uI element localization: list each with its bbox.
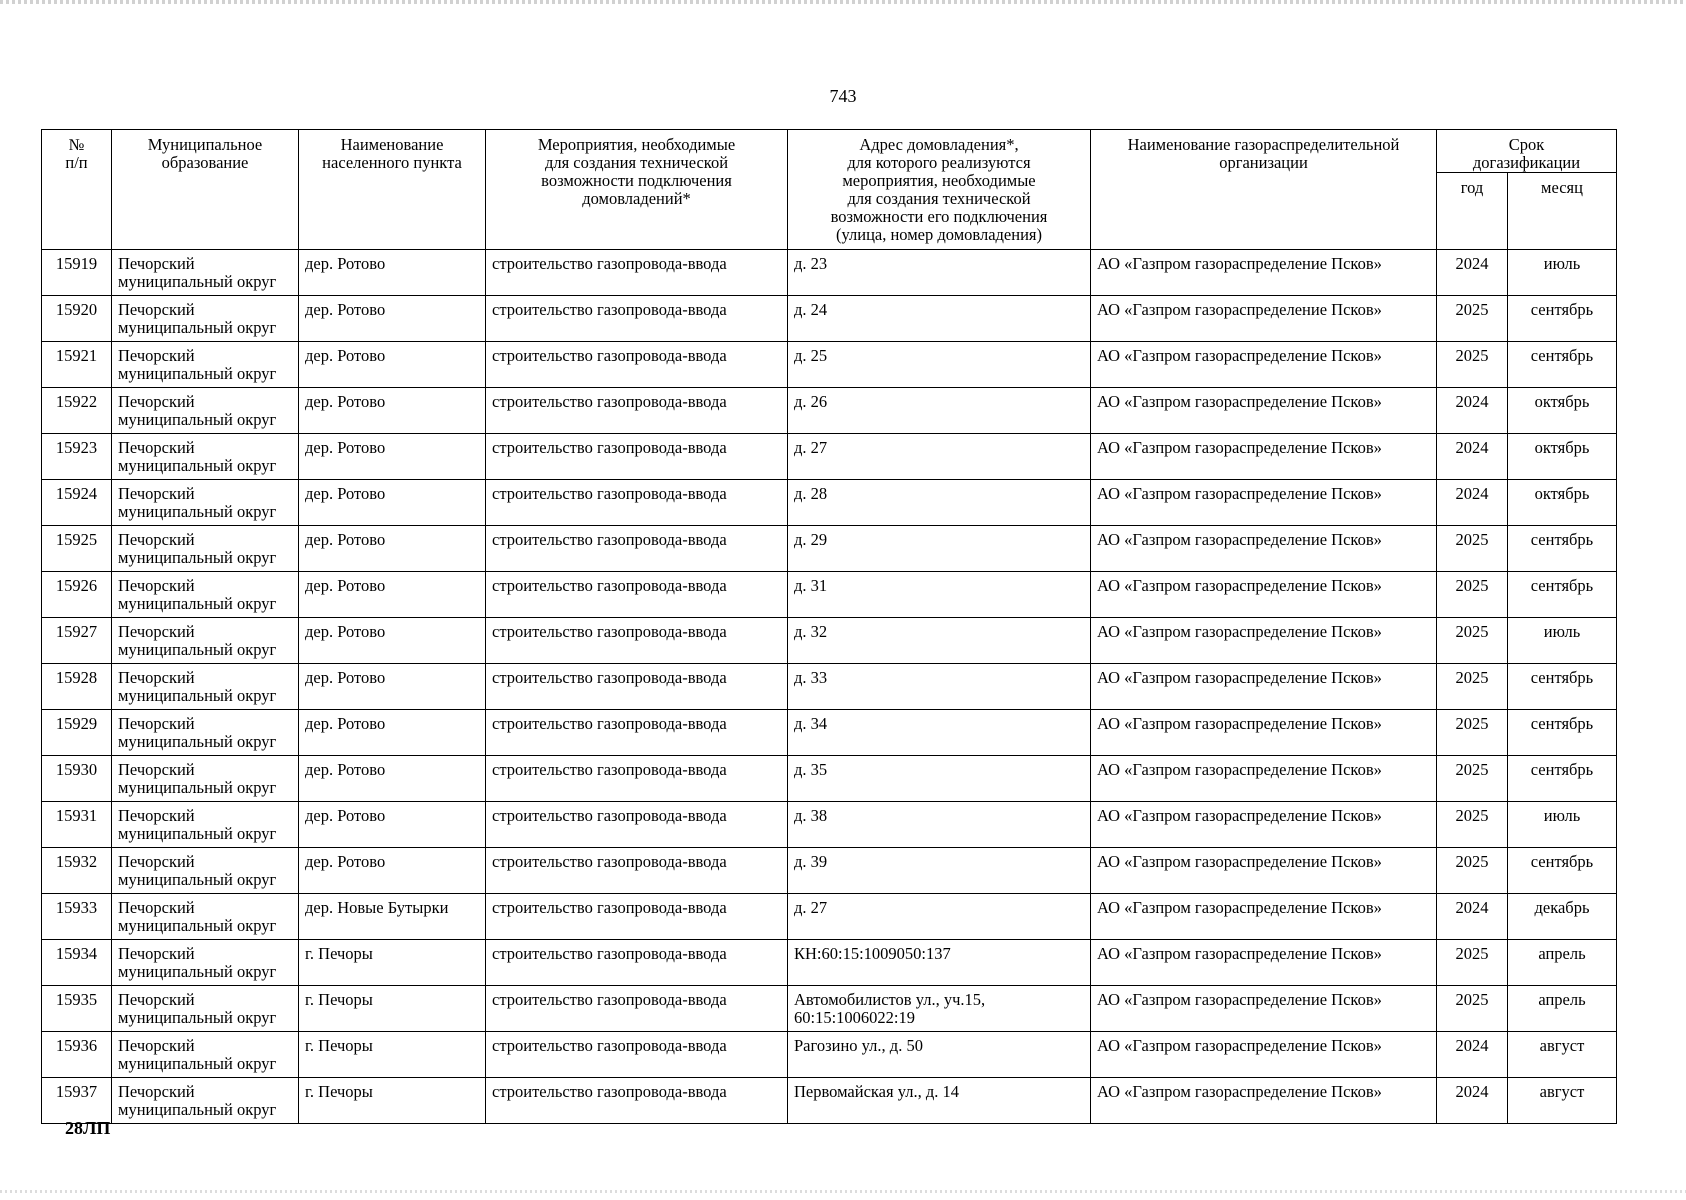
table-row	[42, 848, 1617, 894]
cell-month: июль	[1508, 802, 1617, 848]
cell-num: 15936	[42, 1032, 112, 1078]
cell-measure: строительство газопровода-ввода	[486, 664, 788, 710]
cell-num: 15919	[42, 250, 112, 296]
cell-settlement: дер. Ротово	[299, 342, 486, 388]
cell-organization: АО «Газпром газораспределение Псков»	[1091, 710, 1437, 756]
cell-municipality: Печорский муниципальный округ	[112, 756, 299, 802]
cell-month: октябрь	[1508, 388, 1617, 434]
cell-year: 2025	[1437, 618, 1508, 664]
cell-measure: строительство газопровода-ввода	[486, 480, 788, 526]
cell-year: 2024	[1437, 1078, 1508, 1124]
cell-num: 15920	[42, 296, 112, 342]
cell-measure: строительство газопровода-ввода	[486, 618, 788, 664]
cell-year: 2024	[1437, 1032, 1508, 1078]
cell-measure: строительство газопровода-ввода	[486, 388, 788, 434]
cell-settlement: дер. Ротово	[299, 710, 486, 756]
table-row	[42, 480, 1617, 526]
cell-settlement: дер. Ротово	[299, 664, 486, 710]
cell-municipality: Печорский муниципальный округ	[112, 388, 299, 434]
cell-municipality: Печорский муниципальный округ	[112, 1078, 299, 1124]
table-body	[42, 250, 1617, 1124]
cell-year: 2025	[1437, 756, 1508, 802]
cell-measure: строительство газопровода-ввода	[486, 894, 788, 940]
cell-organization: АО «Газпром газораспределение Псков»	[1091, 664, 1437, 710]
cell-num: 15923	[42, 434, 112, 480]
cell-month: сентябрь	[1508, 710, 1617, 756]
cell-num: 15927	[42, 618, 112, 664]
header-year: год	[1437, 173, 1508, 250]
cell-organization: АО «Газпром газораспределение Псков»	[1091, 250, 1437, 296]
cell-measure: строительство газопровода-ввода	[486, 1078, 788, 1124]
table-row	[42, 940, 1617, 986]
cell-municipality: Печорский муниципальный округ	[112, 526, 299, 572]
cell-measure: строительство газопровода-ввода	[486, 710, 788, 756]
cell-num: 15928	[42, 664, 112, 710]
cell-settlement: г. Печоры	[299, 940, 486, 986]
cell-municipality: Печорский муниципальный округ	[112, 848, 299, 894]
cell-measure: строительство газопровода-ввода	[486, 250, 788, 296]
cell-address: д. 27	[788, 894, 1091, 940]
cell-settlement: г. Печоры	[299, 1078, 486, 1124]
cell-settlement: г. Печоры	[299, 986, 486, 1032]
cell-month: сентябрь	[1508, 572, 1617, 618]
cell-organization: АО «Газпром газораспределение Псков»	[1091, 342, 1437, 388]
cell-settlement: дер. Ротово	[299, 388, 486, 434]
cell-measure: строительство газопровода-ввода	[486, 434, 788, 480]
cell-address: д. 38	[788, 802, 1091, 848]
cell-month: сентябрь	[1508, 342, 1617, 388]
header-address: Адрес домовладения*, для которого реализуются мероприятия, необходимые для создания технической возможности его подключения (улица, номер домовладения)	[788, 130, 1091, 250]
cell-address: д. 32	[788, 618, 1091, 664]
cell-num: 15925	[42, 526, 112, 572]
cell-address: д. 26	[788, 388, 1091, 434]
cell-year: 2024	[1437, 388, 1508, 434]
cell-year: 2025	[1437, 572, 1508, 618]
table-row	[42, 434, 1617, 480]
cell-measure: строительство газопровода-ввода	[486, 342, 788, 388]
cell-year: 2025	[1437, 848, 1508, 894]
header-month: месяц	[1508, 173, 1617, 250]
cell-measure: строительство газопровода-ввода	[486, 848, 788, 894]
cell-year: 2025	[1437, 710, 1508, 756]
cell-year: 2024	[1437, 250, 1508, 296]
cell-organization: АО «Газпром газораспределение Псков»	[1091, 618, 1437, 664]
cell-municipality: Печорский муниципальный округ	[112, 342, 299, 388]
cell-num: 15933	[42, 894, 112, 940]
cell-organization: АО «Газпром газораспределение Псков»	[1091, 986, 1437, 1032]
cell-month: август	[1508, 1032, 1617, 1078]
cell-settlement: дер. Ротово	[299, 434, 486, 480]
table-row	[42, 388, 1617, 434]
cell-settlement: дер. Ротово	[299, 296, 486, 342]
cell-month: апрель	[1508, 986, 1617, 1032]
cell-settlement: дер. Ротово	[299, 756, 486, 802]
cell-address: д. 24	[788, 296, 1091, 342]
table-row	[42, 986, 1617, 1032]
table-row	[42, 802, 1617, 848]
gasification-table	[41, 129, 1617, 1124]
cell-organization: АО «Газпром газораспределение Псков»	[1091, 894, 1437, 940]
cell-organization: АО «Газпром газораспределение Псков»	[1091, 756, 1437, 802]
cell-address: д. 35	[788, 756, 1091, 802]
cell-measure: строительство газопровода-ввода	[486, 986, 788, 1032]
cell-settlement: дер. Новые Бутырки	[299, 894, 486, 940]
cell-municipality: Печорский муниципальный округ	[112, 1032, 299, 1078]
cell-year: 2025	[1437, 940, 1508, 986]
header-term: Срок догазификации	[1437, 130, 1617, 173]
cell-organization: АО «Газпром газораспределение Псков»	[1091, 388, 1437, 434]
cell-address: д. 34	[788, 710, 1091, 756]
cell-municipality: Печорский муниципальный округ	[112, 940, 299, 986]
cell-settlement: дер. Ротово	[299, 572, 486, 618]
cell-num: 15935	[42, 986, 112, 1032]
cell-year: 2024	[1437, 434, 1508, 480]
table-row	[42, 526, 1617, 572]
cell-address: д. 39	[788, 848, 1091, 894]
cell-year: 2025	[1437, 986, 1508, 1032]
cell-year: 2025	[1437, 802, 1508, 848]
cell-measure: строительство газопровода-ввода	[486, 296, 788, 342]
cell-month: июль	[1508, 250, 1617, 296]
cell-organization: АО «Газпром газораспределение Псков»	[1091, 572, 1437, 618]
cell-num: 15934	[42, 940, 112, 986]
cell-settlement: дер. Ротово	[299, 250, 486, 296]
cell-month: сентябрь	[1508, 848, 1617, 894]
cell-settlement: дер. Ротово	[299, 848, 486, 894]
cell-organization: АО «Газпром газораспределение Псков»	[1091, 940, 1437, 986]
cell-num: 15937	[42, 1078, 112, 1124]
cell-num: 15924	[42, 480, 112, 526]
cell-organization: АО «Газпром газораспределение Псков»	[1091, 434, 1437, 480]
cell-address: Первомайская ул., д. 14	[788, 1078, 1091, 1124]
header-municipality: Муниципальное образование	[112, 130, 299, 250]
cell-municipality: Печорский муниципальный округ	[112, 894, 299, 940]
cell-measure: строительство газопровода-ввода	[486, 802, 788, 848]
table-row	[42, 756, 1617, 802]
header-num: № п/п	[42, 130, 112, 250]
cell-address: д. 27	[788, 434, 1091, 480]
cell-month: август	[1508, 1078, 1617, 1124]
cell-address: д. 28	[788, 480, 1091, 526]
cell-municipality: Печорский муниципальный округ	[112, 710, 299, 756]
cell-address: д. 25	[788, 342, 1091, 388]
cell-year: 2025	[1437, 342, 1508, 388]
cell-measure: строительство газопровода-ввода	[486, 756, 788, 802]
header-measures: Мероприятия, необходимые для создания технической возможности подключения домовладений*	[486, 130, 788, 250]
table-row	[42, 342, 1617, 388]
cell-settlement: дер. Ротово	[299, 526, 486, 572]
cell-num: 15930	[42, 756, 112, 802]
cell-measure: строительство газопровода-ввода	[486, 526, 788, 572]
scan-edge-bottom	[0, 1190, 1686, 1193]
cell-num: 15929	[42, 710, 112, 756]
cell-settlement: дер. Ротово	[299, 480, 486, 526]
cell-address: д. 33	[788, 664, 1091, 710]
cell-settlement: дер. Ротово	[299, 802, 486, 848]
header-settlement: Наименование населенного пункта	[299, 130, 486, 250]
cell-municipality: Печорский муниципальный округ	[112, 572, 299, 618]
cell-year: 2025	[1437, 296, 1508, 342]
scan-edge-top	[0, 0, 1686, 4]
cell-num: 15932	[42, 848, 112, 894]
cell-month: июль	[1508, 618, 1617, 664]
cell-municipality: Печорский муниципальный округ	[112, 296, 299, 342]
cell-year: 2025	[1437, 526, 1508, 572]
table-row	[42, 1032, 1617, 1078]
cell-month: декабрь	[1508, 894, 1617, 940]
table-row	[42, 1078, 1617, 1124]
cell-municipality: Печорский муниципальный округ	[112, 664, 299, 710]
cell-year: 2025	[1437, 664, 1508, 710]
table-row	[42, 296, 1617, 342]
cell-num: 15931	[42, 802, 112, 848]
cell-municipality: Печорский муниципальный округ	[112, 802, 299, 848]
cell-organization: АО «Газпром газораспределение Псков»	[1091, 526, 1437, 572]
cell-address: Автомобилистов ул., уч.15, 60:15:1006022:19	[788, 986, 1091, 1032]
cell-address: д. 29	[788, 526, 1091, 572]
cell-year: 2024	[1437, 480, 1508, 526]
cell-month: сентябрь	[1508, 756, 1617, 802]
cell-organization: АО «Газпром газораспределение Псков»	[1091, 296, 1437, 342]
table-row	[42, 572, 1617, 618]
cell-address: д. 31	[788, 572, 1091, 618]
table-row	[42, 250, 1617, 296]
cell-num: 15922	[42, 388, 112, 434]
cell-month: апрель	[1508, 940, 1617, 986]
cell-municipality: Печорский муниципальный округ	[112, 618, 299, 664]
table-row	[42, 894, 1617, 940]
cell-settlement: дер. Ротово	[299, 618, 486, 664]
page-number: 743	[829, 86, 857, 106]
cell-municipality: Печорский муниципальный округ	[112, 250, 299, 296]
cell-num: 15921	[42, 342, 112, 388]
cell-month: сентябрь	[1508, 664, 1617, 710]
cell-month: сентябрь	[1508, 296, 1617, 342]
table-row	[42, 664, 1617, 710]
cell-year: 2024	[1437, 894, 1508, 940]
cell-month: октябрь	[1508, 480, 1617, 526]
cell-measure: строительство газопровода-ввода	[486, 940, 788, 986]
cell-address: д. 23	[788, 250, 1091, 296]
cell-organization: АО «Газпром газораспределение Псков»	[1091, 1032, 1437, 1078]
cell-month: сентябрь	[1508, 526, 1617, 572]
cell-organization: АО «Газпром газораспределение Псков»	[1091, 802, 1437, 848]
cell-municipality: Печорский муниципальный округ	[112, 434, 299, 480]
cell-municipality: Печорский муниципальный округ	[112, 986, 299, 1032]
cell-settlement: г. Печоры	[299, 1032, 486, 1078]
cell-organization: АО «Газпром газораспределение Псков»	[1091, 848, 1437, 894]
cell-num: 15926	[42, 572, 112, 618]
cell-organization: АО «Газпром газораспределение Псков»	[1091, 480, 1437, 526]
table-row	[42, 710, 1617, 756]
table-row	[42, 618, 1617, 664]
header-organization: Наименование газораспределительной организации	[1091, 130, 1437, 250]
cell-measure: строительство газопровода-ввода	[486, 572, 788, 618]
cell-month: октябрь	[1508, 434, 1617, 480]
cell-municipality: Печорский муниципальный округ	[112, 480, 299, 526]
cell-address: КН:60:15:1009050:137	[788, 940, 1091, 986]
cell-address: Рагозино ул., д. 50	[788, 1032, 1091, 1078]
cell-measure: строительство газопровода-ввода	[486, 1032, 788, 1078]
document-code: 28ЛП	[65, 1118, 111, 1138]
cell-organization: АО «Газпром газораспределение Псков»	[1091, 1078, 1437, 1124]
